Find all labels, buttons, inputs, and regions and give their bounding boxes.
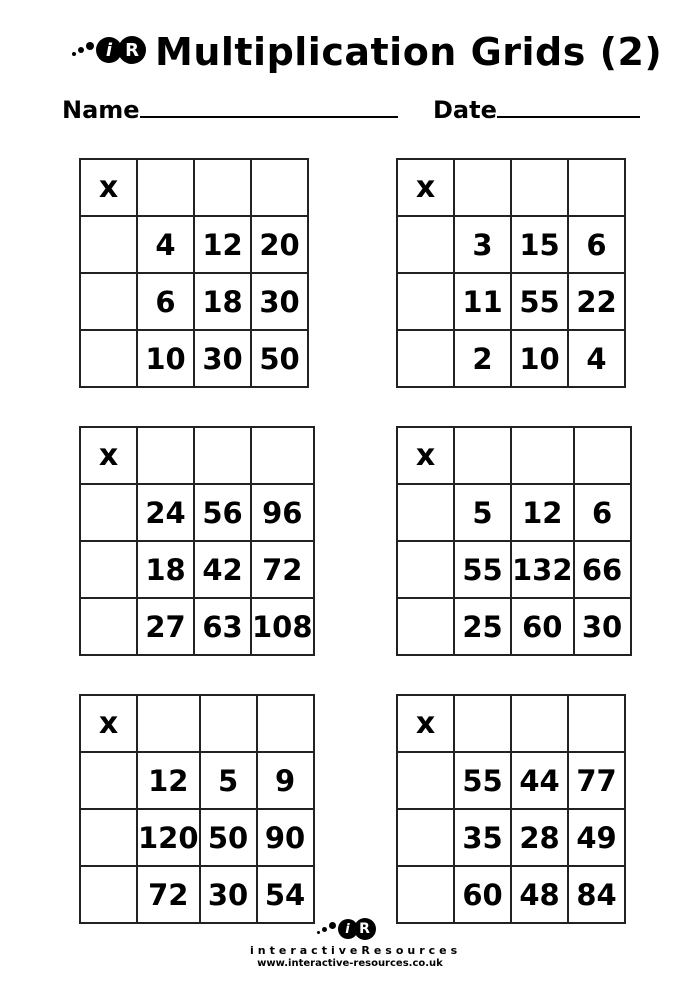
column-header-cell[interactable] [194, 427, 251, 484]
product-cell: 9 [257, 752, 314, 809]
product-cell: 42 [194, 541, 251, 598]
product-cell: 5 [200, 752, 257, 809]
product-cell: 50 [200, 809, 257, 866]
name-field[interactable] [62, 96, 398, 124]
row-header-cell[interactable] [397, 330, 454, 387]
corner-x: x [80, 159, 137, 216]
product-cell: 84 [568, 866, 625, 923]
product-cell: 54 [257, 866, 314, 923]
page-title: Multiplication Grids (2) [155, 30, 663, 74]
product-cell: 63 [194, 598, 251, 655]
product-cell: 120 [137, 809, 200, 866]
product-cell: 6 [568, 216, 625, 273]
product-cell: 24 [137, 484, 194, 541]
product-cell: 6 [137, 273, 194, 330]
title-row [0, 28, 700, 78]
corner-x: x [397, 695, 454, 752]
column-header-cell[interactable] [511, 695, 568, 752]
column-header-cell[interactable] [257, 695, 314, 752]
footer [250, 918, 462, 969]
column-header-cell[interactable] [511, 427, 574, 484]
product-cell: 22 [568, 273, 625, 330]
column-header-cell[interactable] [568, 695, 625, 752]
multiplication-grid-3 [79, 426, 315, 656]
product-cell: 55 [511, 273, 568, 330]
product-cell: 49 [568, 809, 625, 866]
product-cell: 90 [257, 809, 314, 866]
column-header-cell[interactable] [568, 159, 625, 216]
corner-x: x [80, 427, 137, 484]
row-header-cell[interactable] [397, 484, 454, 541]
product-cell: 20 [251, 216, 308, 273]
row-header-cell[interactable] [80, 752, 137, 809]
product-cell: 50 [251, 330, 308, 387]
multiplication-grid-1 [79, 158, 309, 388]
product-cell: 12 [137, 752, 200, 809]
product-cell: 10 [137, 330, 194, 387]
name-label: Name [62, 96, 140, 124]
product-cell: 4 [137, 216, 194, 273]
product-cell: 25 [454, 598, 511, 655]
product-cell: 55 [454, 541, 511, 598]
row-header-cell[interactable] [80, 809, 137, 866]
product-cell: 108 [251, 598, 314, 655]
column-header-cell[interactable] [511, 159, 568, 216]
row-header-cell[interactable] [80, 216, 137, 273]
product-cell: 28 [511, 809, 568, 866]
product-cell: 18 [137, 541, 194, 598]
column-header-cell[interactable] [251, 427, 314, 484]
product-cell: 11 [454, 273, 511, 330]
product-cell: 30 [194, 330, 251, 387]
row-header-cell[interactable] [397, 273, 454, 330]
row-header-cell[interactable] [80, 330, 137, 387]
row-header-cell[interactable] [397, 752, 454, 809]
row-header-cell[interactable] [397, 216, 454, 273]
product-cell: 35 [454, 809, 511, 866]
row-header-cell[interactable] [80, 273, 137, 330]
product-cell: 12 [194, 216, 251, 273]
product-cell: 18 [194, 273, 251, 330]
column-header-cell[interactable] [137, 695, 200, 752]
multiplication-grid-4 [396, 426, 632, 656]
row-header-cell[interactable] [80, 541, 137, 598]
product-cell: 12 [511, 484, 574, 541]
row-header-cell[interactable] [80, 866, 137, 923]
product-cell: 15 [511, 216, 568, 273]
product-cell: 48 [511, 866, 568, 923]
date-field[interactable] [433, 96, 640, 124]
product-cell: 27 [137, 598, 194, 655]
column-header-cell[interactable] [251, 159, 308, 216]
name-line[interactable] [140, 96, 398, 118]
footer-url[interactable]: www.interactive-resources.co.uk [257, 958, 443, 969]
product-cell: 30 [251, 273, 308, 330]
multiplication-grid-6 [396, 694, 626, 924]
product-cell: 60 [454, 866, 511, 923]
corner-x: x [397, 159, 454, 216]
product-cell: 6 [574, 484, 631, 541]
product-cell: 5 [454, 484, 511, 541]
column-header-cell[interactable] [454, 159, 511, 216]
column-header-cell[interactable] [454, 427, 511, 484]
row-header-cell[interactable] [80, 598, 137, 655]
date-label: Date [433, 96, 497, 124]
date-line[interactable] [497, 96, 640, 118]
product-cell: 55 [454, 752, 511, 809]
ir-logo-icon: i R [72, 36, 146, 64]
product-cell: 44 [511, 752, 568, 809]
column-header-cell[interactable] [137, 159, 194, 216]
footer-brand: interactiveResources [250, 944, 462, 957]
corner-x: x [80, 695, 137, 752]
row-header-cell[interactable] [80, 484, 137, 541]
row-header-cell[interactable] [397, 598, 454, 655]
product-cell: 66 [574, 541, 631, 598]
multiplication-grid-2 [396, 158, 626, 388]
product-cell: 2 [454, 330, 511, 387]
corner-x: x [397, 427, 454, 484]
product-cell: 30 [200, 866, 257, 923]
product-cell: 30 [574, 598, 631, 655]
column-header-cell[interactable] [454, 695, 511, 752]
row-header-cell[interactable] [397, 866, 454, 923]
product-cell: 72 [251, 541, 314, 598]
column-header-cell[interactable] [137, 427, 194, 484]
row-header-cell[interactable] [397, 809, 454, 866]
row-header-cell[interactable] [397, 541, 454, 598]
product-cell: 72 [137, 866, 200, 923]
product-cell: 60 [511, 598, 574, 655]
product-cell: 4 [568, 330, 625, 387]
column-header-cell[interactable] [200, 695, 257, 752]
product-cell: 77 [568, 752, 625, 809]
product-cell: 3 [454, 216, 511, 273]
product-cell: 96 [251, 484, 314, 541]
product-cell: 132 [511, 541, 574, 598]
product-cell: 56 [194, 484, 251, 541]
product-cell: 10 [511, 330, 568, 387]
column-header-cell[interactable] [194, 159, 251, 216]
multiplication-grid-5 [79, 694, 315, 924]
column-header-cell[interactable] [574, 427, 631, 484]
footer-ir-logo-icon: i R [246, 918, 446, 940]
